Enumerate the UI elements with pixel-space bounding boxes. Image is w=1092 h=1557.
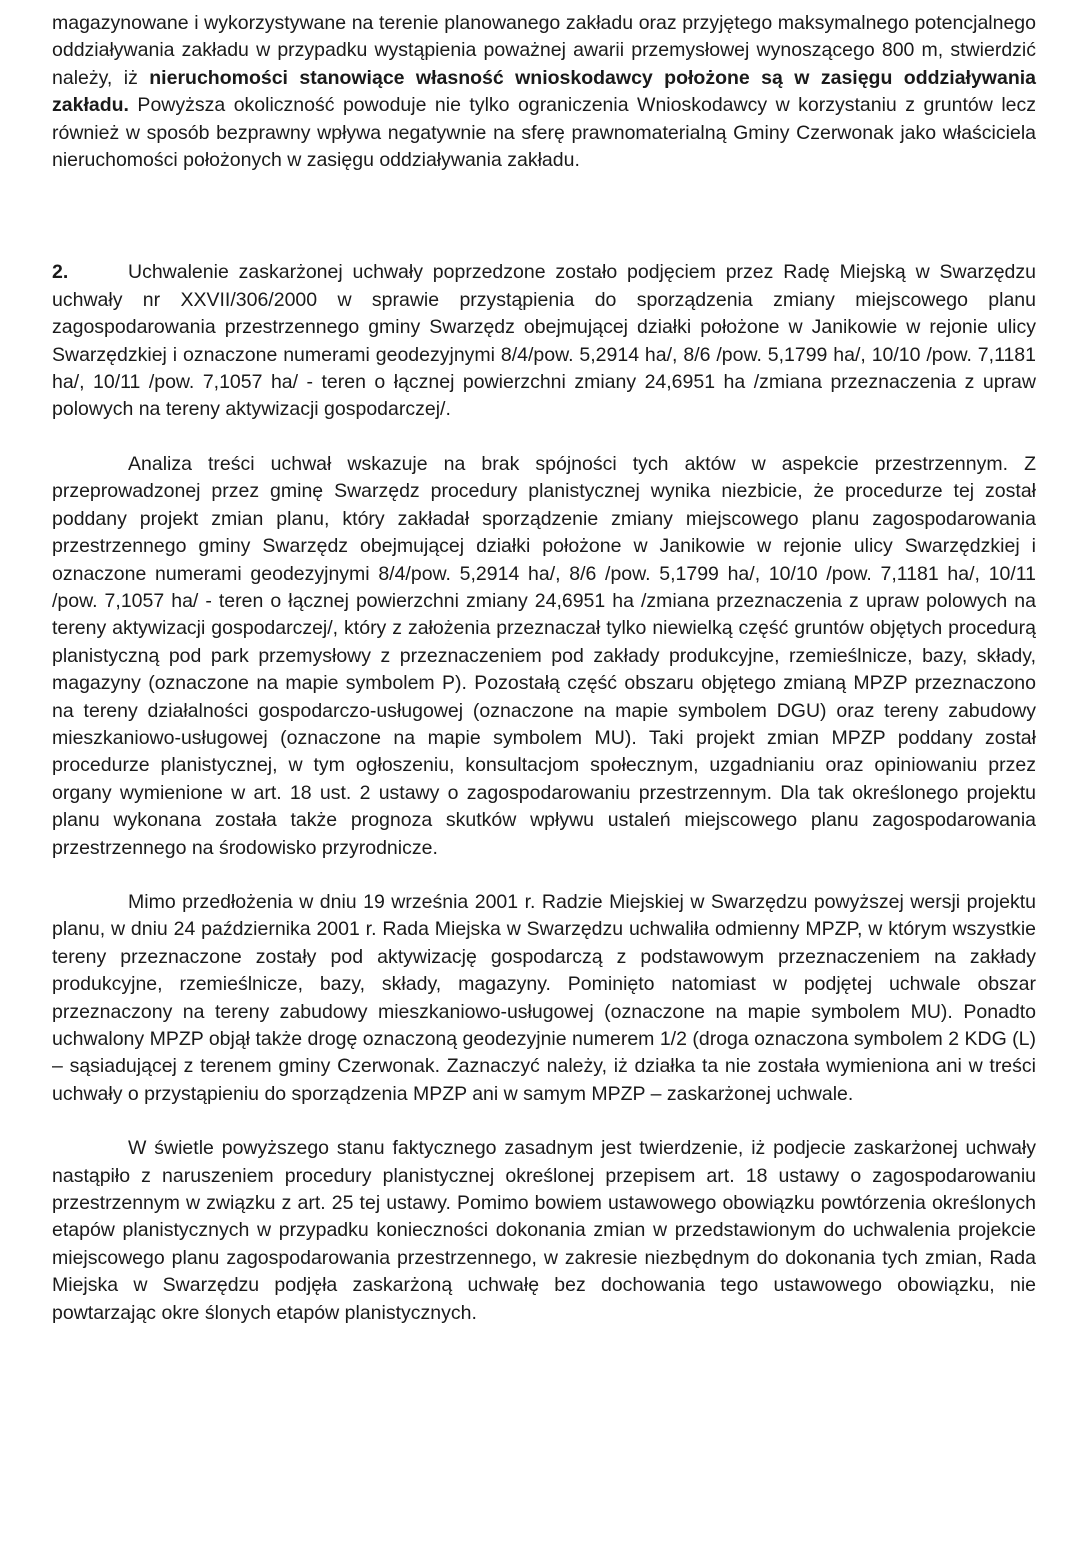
- section-number: 2.: [52, 261, 69, 284]
- paragraph-despite: Mimo przedłożenia w dniu 19 września 2001 r. Radzie Miejskiej w Swarzędzu powyższej wersji projektu planu, w dniu 24 października 2001 r. Rada Miejska w Swarzędzu uchwaliła odmienny MPZP, w którym wszystkie tereny przeznaczone zostały pod aktywizację gospodarczą z podstawowym przeznaczeniem na zakłady produkcyjne, rzemieślnicze, bazy, składy, magazyny. Pominięto natomiast w podjętej uchwale obszar przeznaczony na tereny zabudowy mieszkaniowo-usługowej (oznaczone na mapie symbolem MU). Ponadto uchwalony MPZP objął także drogę oznaczoną geodezyjnie numerem 1/2 (droga oznaczona symbolem 2 KDG (L) – sąsiadującej z terenem gminy Czerwonak. Zaznaczyć należy, iż działka ta nie została wymieniona ani w treści uchwały o przystąpieniu do sporządzenia MPZP ani w samym MPZP – zaskarżonej uchwale.: [52, 890, 1036, 1105]
- paragraph-analysis: Analiza treści uchwał wskazuje na brak spójności tych aktów w aspekcie przestrzennym. Z przeprowadzonej przez gminę Swarzędz procedury planistycznej wynika niezbicie, że procedurze tej został poddany projekt zmian planu, który zakładał sporządzenie zmiany miejscowego planu zagospodarowania przestrzennego gminy Swarzędz obejmującej działki położone w Janikowie w rejonie ulicy Swarzędzkiej i oznaczone numerami geodezyjnymi 8/4/pow. 5,2914 ha/, 8/6 /pow. 5,1799 ha/, 10/10 /pow. 7,1181 ha/, 10/11 /pow. 7,1057 ha/ - teren o łącznej powierzchni zmiany 24,6951 ha /zmiana przeznaczenia z upraw polowych na tereny aktywizacji gospodarczej/, który z założenia przeznaczał tylko niewielką część gruntów objętych procedurą planistyczną pod park przemysłowy z przeznaczeniem pod zakłady produkcyjne, rzemieślnicze, bazy, składy, magazyny (oznaczone na mapie symbolem P). Pozostałą część obszaru objętego zmianą MPZP przeznaczono na tereny działalności gospodarczo-usługowej (oznaczone na mapie symbolem DGU) oraz tereny zabudowy mieszkaniowo-usługowej (oznaczone na mapie symbolem MU). Taki projekt zmian MPZP poddany został procedurze planistycznej, w tym ogłoszeniu, konsultacjom społecznym, uzgadnianiu oraz opiniowaniu przez organy wymienione w art. 18 ust. 2 ustawy o zagospodarowaniu przestrzennym. Dla tak określonego projektu planu wykonana została także prognoza skutków wpływu ustaleń miejscowego planu zagospodarowania przestrzennego na środowisko przyrodnicze.: [52, 452, 1036, 859]
- intro-text-end: Powyższa okoliczność powoduje nie tylko ograniczenia Wnioskodawcy w korzystaniu z gruntów lecz również w sposób bezprawny wpływa negatywnie na sferę prawnomaterialną Gminy Czerwonak jako właściciela nieruchomości położonych w zasięgu oddziaływania zakładu.: [52, 94, 1036, 172]
- intro-bold-statement: nieruchomości stanowiące własność wnioskodawcy położone są w zasięgu oddziaływania zakładu.: [52, 66, 1036, 117]
- section-2-text: Uchwalenie zaskarżonej uchwały poprzedzone zostało podjęciem przez Radę Miejską w Swarzędzu uchwały nr XXVII/306/2000 w sprawie przystąpienia do sporządzenia zmiany miejscowego planu zagospodarowania przestrzennego gminy Swarzędz obejmującej działki położone w Janikowie w rejonie ulicy Swarzędzkiej i oznaczone numerami geodezyjnymi 8/4/pow. 5,2914 ha/, 8/6 /pow. 5,1799 ha/, 10/10 /pow. 7,1181 ha/, 10/11 /pow. 7,1057 ha/ - teren o łącznej powierzchni zmiany 24,6951 ha /zmiana przeznaczenia z upraw polowych na tereny aktywizacji gospodarczej/.: [52, 261, 1036, 421]
- intro-text-start: magazynowane i wykorzystywane na terenie planowanego zakładu oraz przyjętego maksymalnego potencjalnego oddziaływania zakładu w przypadku wystąpienia poważnej awarii przemysłowej wynoszącego 800 m, stwierdzić należy, iż: [52, 12, 1036, 89]
- paragraph-intro: [52, 10, 1036, 174]
- paragraph-conclusion: W świetle powyższego stanu faktycznego zasadnym jest twierdzenie, iż podjecie zaskarżonej uchwały nastąpiło z naruszeniem procedury planistycznej określonej przepisem art. 18 ustawy o zagospodarowaniu przestrzennym w związku z art. 25 tej ustawy. Pomimo bowiem ustawowego obowiązku powtórzenia określonych etapów planistycznych w przypadku konieczności dokonania zmian w przedstawionym do uchwalenia projekcie miejscowego planu zagospodarowania przestrzennego, w zakresie niezbędnym do dokonania tych zmian, Rada Miejska w Swarzędzu podjęła zaskarżoną uchwałę bez dochowania tego ustawowego obowiązku, nie powtarzając okre ślonych etapów planistycznych.: [52, 1137, 1036, 1324]
- document-page: [52, 10, 1036, 1327]
- paragraph-section-2: [52, 259, 1036, 423]
